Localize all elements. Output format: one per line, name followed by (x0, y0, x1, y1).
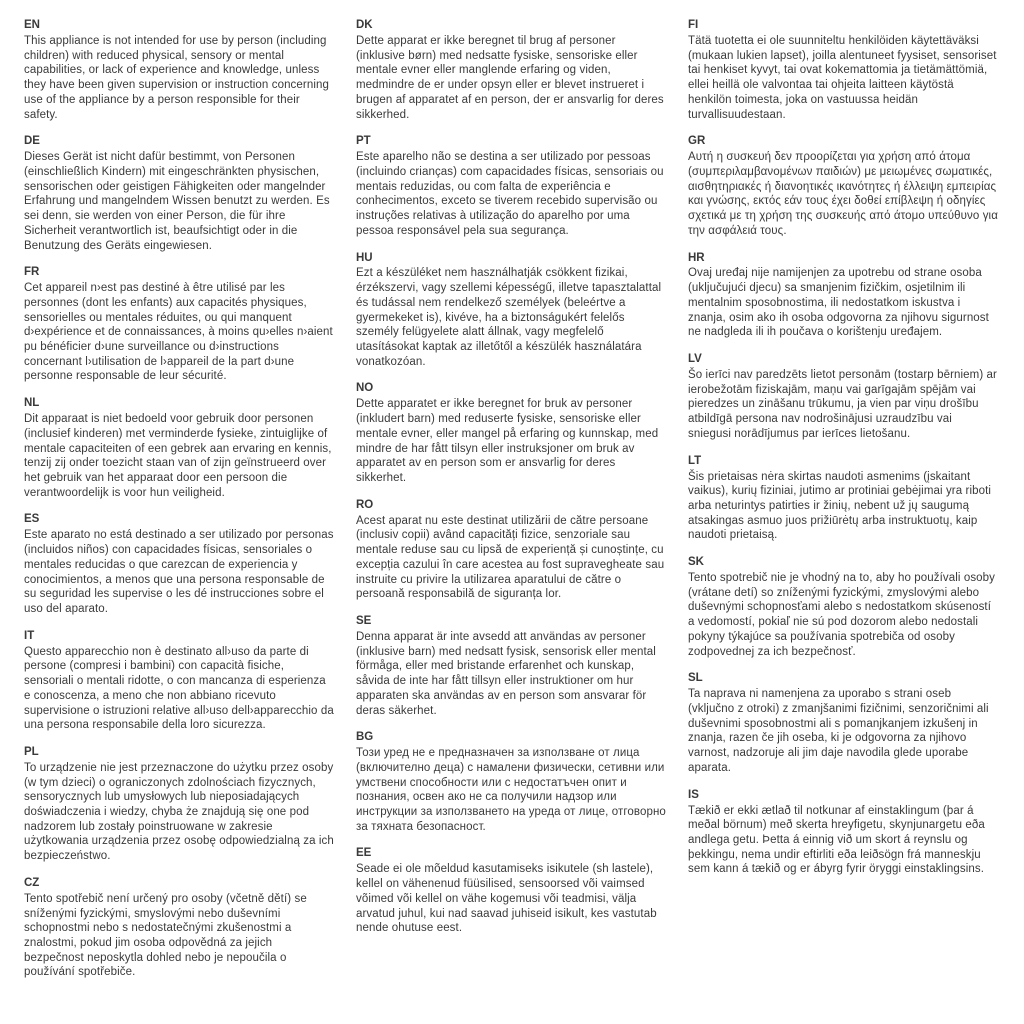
language-section-sl (688, 671, 998, 775)
language-text-pt: Este aparelho não se destina a ser utilizado por pessoas (incluindo crianças) com capacidades físicas, sensoriais ou mentais reduzidas, ou com falta de experiência e conhecimentos, exceto se tiverem recebido supervisão ou instruções relativas à utilização do aparelho por uma pessoa responsável pela sua segurança. (356, 151, 664, 237)
language-code-lt: LT (688, 454, 702, 467)
language-section-fr (24, 265, 334, 384)
language-section-ro (356, 498, 666, 602)
language-section-pt (356, 134, 666, 238)
language-code-bg: BG (356, 731, 374, 744)
language-code-en: EN (24, 19, 40, 31)
language-code-dk: DK (356, 19, 373, 31)
language-code-se: SE (356, 614, 372, 627)
language-text-de: Dieses Gerät ist nicht dafür bestimmt, von Personen (einschließlich Kindern) mit eingeschränkten physischen, sensorischen oder geistigen Fähigkeiten oder mangelnder Erfahrung und mangelndem Wissen benutzt zu werden. Es sei denn, sie werden von einer Person, die für ihre Sicherheit verantwortlich ist, beaufsichtigt oder in die Benutzung des Geräts eingewiesen. (24, 151, 330, 252)
language-code-pl: PL (24, 745, 39, 758)
language-section-cz (24, 876, 334, 980)
language-code-hr: HR (688, 251, 705, 264)
language-text-no: Dette apparatet er ikke beregnet for bruk av personer (inkludert barn) med reduserte fysiske, sensoriske eller mentale evner, eller mangel på erfaring og kunnskap, med mindre de har fått tilsyn eller instruksjoner om bruk av apparatet av en person som er ansvarlig for deres sikkerhet. (356, 398, 659, 484)
language-code-cz: CZ (24, 876, 40, 889)
language-code-sl: SL (688, 672, 703, 685)
language-section-no (356, 381, 666, 485)
language-section-sk (688, 555, 998, 659)
column-middle (356, 18, 666, 1014)
language-section-is (688, 788, 998, 878)
language-text-sl: Ta naprava ni namenjena za uporabo s strani oseb (vključno z otroki) z zmanjšanimi fizičnimi, senzoričnimi ali duševnimi sposobnostmi ali s pomanjkanjem izkušenj in znanja, razen če jih oseba, ki je odgovorna za njihovo varnost, nadzoruje ali jim daje navodila glede uporabe aparata. (688, 688, 989, 774)
language-text-cz: Tento spotřebič není určený pro osoby (včetně dětí) se sníženými fyzickými, smyslovými nebo duševními schopnostmi nebo s nedostatečnými zkušenostmi a znalostmi, pokud jim osoba odpovědná za jejich bezpečnost neposkytla dohled nebo je nepoučila o používání spotřebiče. (24, 892, 307, 979)
language-section-lv (688, 352, 998, 442)
language-section-pl (24, 745, 334, 864)
language-code-gr: GR (688, 135, 706, 148)
language-text-nl: Dit apparaat is niet bedoeld voor gebruik door personen (inclusief kinderen) met verminderde fysieke, zintuiglijke of mentale capaciteiten of een gebrek aan ervaring en kennis, tenzij zij onder toezicht staan van of zijn geïnstrueerd over het gebruik van het apparaat door een persoon die verantwoordelijk is voor hun veiligheid. (24, 413, 332, 499)
language-code-ro: RO (356, 498, 374, 511)
language-text-ro: Acest aparat nu este destinat utilizării de către persoane (inclusiv copii) având capacități fizice, senzoriale sau mentale reduse sau cu lipsă de experiență și cunoștințe, cu excepția cazului în care acestea au fost supravegheate sau instruite cu privire la utilizarea aparatului de către o persoană responsabilă de siguranța lor. (356, 514, 665, 601)
language-text-gr: Αυτή η συσκευή δεν προορίζεται για χρήση από άτομα (συμπεριλαμβανομένων παιδιών) με μειωμένες σωματικές, αισθητηριακές ή διανοητικές ικανότητες ή έλλειψη εμπειρίας και γνώσης, εκτός εάν τους έχει δοθεί επίβλεψη ή οδηγίες σχετικά με τη χρήση της συσκευής από άτομο υπεύθυνο για την ασφάλειά τους. (688, 151, 998, 237)
language-section-hr (688, 251, 998, 341)
language-text-se: Denna apparat är inte avsedd att användas av personer (inklusive barn) med nedsatt fysisk, sensorisk eller mental förmåga, eller med bristande erfarenhet och kunskap, såvida de inte har fått tillsyn eller instruktioner om hur apparaten ska användas av en person som ansvarar för deras säkerhet. (356, 630, 656, 717)
language-text-bg: Този уред не е предназначен за използване от лица (включително деца) с намалени физически, сетивни или умствени способности или с недостатъчен опит и познания, освен ако не са получили надзор или инструкции за използването на уреда от лице, отговорно за тяхната безопасност. (356, 747, 666, 833)
language-text-hu: Ezt a készüléket nem használhatják csökkent fizikai, érzékszervi, vagy szellemi képességű, illetve tapasztalattal és tudással nem rendelkező személyek (beleértve a gyermekeket is), kivéve, ha a biztonságukért felelős személy felügyelete alatt állnak, vagy megfelelő utasításokat kaptak az illetőtől a készülék használatára vonatkozóan. (356, 267, 662, 368)
language-text-is: Tækið er ekki ætlað til notkunar af einstaklingum (þar á meðal börnum) með skerta hreyfigetu, skynjunargetu eða andlega getu. Þetta á einnig við um skort á reynslu og þekkingu, nema undir eftirliti eða leiðsögn frá manneskju sem kann á tækið og er ábyrg fyrir öryggi einstaklingsins. (688, 804, 985, 876)
language-text-lt: Šis prietaisas nėra skirtas naudoti asmenims (įskaitant vaikus), kurių fiziniai, jutimo ar protiniai gebėjimai yra riboti arba neturintys patirties ir žinių, nebent už jų saugumą atsakingas asmuo juos prižiūrėtų arba instruktuotų, kaip naudoti prietaisą. (688, 470, 992, 542)
language-code-pt: PT (356, 135, 371, 148)
language-section-de (24, 134, 334, 253)
language-text-fr: Cet appareil n›est pas destiné à être utilisé par les personnes (dont les enfants) aux capacités physiques, sensorielles ou mentales réduites, ou qui manquent d›expérience et de connaissances, à moins qu›elles n›aient pu bénéficier d›une surveillance ou d›instructions concernant l›utilisation de l›appareil de la part d›une personne responsable de leur sécurité. (24, 282, 333, 383)
language-text-hr: Ovaj uređaj nije namijenjen za upotrebu od strane osoba (uključujući djecu) sa smanjenim fizičkim, osjetilnim ili mentalnim sposobnostima, ili nedostatkom iskustva i znanja, osim ako ih osoba odgovorna za njihovu sigurnost ne nadgleda ili ih poučava o korištenju uređajem. (688, 267, 989, 339)
language-section-lt (688, 454, 998, 544)
language-text-ee: Seade ei ole mõeldud kasutamiseks isikutele (sh lastele), kellel on vähenenud füüsilised, sensoorsed või vaimsed võimed või kellel on vähe kogemusi või teadmisi, välja arvatud juhul, kui nad saavad juhiseid isikult, kes vastutab nende ohutuse eest. (356, 863, 657, 935)
language-section-nl (24, 396, 334, 500)
language-code-it: IT (24, 629, 35, 642)
language-code-fr: FR (24, 266, 40, 279)
language-code-no: NO (356, 382, 374, 395)
language-text-dk: Dette apparat er ikke beregnet til brug af personer (inklusive børn) med nedsatte fysiske, sensoriske eller mentale evner eller manglende erfaring og viden, medmindre de er under opsyn eller er blevet instrueret i brugen af apparatet af en person, der er ansvarlig for deres sikkerhed. (356, 34, 664, 121)
language-code-de: DE (24, 135, 40, 148)
language-section-hu (356, 251, 666, 370)
language-text-sk: Tento spotrebič nie je vhodný na to, aby ho používali osoby (vrátane detí) so zníženými fyzickými, zmyslovými alebo duševnými schopnosťami alebo s nedostatkom skúseností a vedomostí, pokiaľ nie sú pod dozorom alebo nedostali pokyny týkajúce sa používania spotrebiča od osoby zodpovednej za ich bezpečnosť. (688, 572, 996, 658)
language-text-pl: To urządzenie nie jest przeznaczone do użytku przez osoby (w tym dzieci) o ograniczonych zdolnościach fizycznych, sensorycznych lub umysłowych lub nieposiadających doświadczenia i wiedzy, chyba że znajdują się one pod nadzorem lub zostały poinstruowane w zakresie użytkowania urządzenia przez osobę odpowiedzialną za ich bezpieczeństwo. (24, 761, 334, 863)
language-code-ee: EE (356, 847, 372, 860)
language-section-en (24, 18, 334, 122)
language-text-it: Questo apparecchio non è destinato all›uso da parte di persone (compresi i bambini) con capacità fisiche, sensoriali o mentali ridotte, o con mancanza di esperienza e conoscenza, a meno che non abbiano ricevuto supervisione o istruzioni relative all›uso dell›apparecchio da una persona responsabile della loro sicurezza. (24, 645, 334, 732)
language-section-es (24, 512, 334, 616)
language-section-it (24, 629, 334, 733)
language-section-bg (356, 730, 666, 834)
language-code-nl: NL (24, 397, 40, 410)
language-code-es: ES (24, 513, 40, 526)
language-section-dk (356, 18, 666, 122)
language-section-fi (688, 18, 998, 122)
language-text-fi: Tätä tuotetta ei ole suunniteltu henkilöiden käytettäväksi (mukaan lukien lapset), joilla alentuneet fyysiset, sensoriset tai henkiset kyvyt, tai ovat kokemattomia ja tietämättömiä, ellei heillä ole valvontaa tai ohjeita laitteen käytöstä henkilön toimesta, joka on vastuussa heidän turvallisuudestaan. (688, 34, 997, 121)
column-left (24, 18, 334, 1014)
language-section-gr (688, 134, 998, 238)
language-code-hu: HU (356, 251, 373, 264)
language-code-lv: LV (688, 353, 702, 366)
language-section-se (356, 614, 666, 718)
language-section-ee (356, 846, 666, 936)
language-code-sk: SK (688, 556, 704, 569)
column-right (688, 18, 998, 1014)
language-code-is: IS (688, 788, 699, 801)
language-text-en: This appliance is not intended for use by person (including children) with reduced physical, sensory or mental capabilities, or lack of experience and knowledge, unless they have been given supervision or instruction concerning use of the appliance by a person responsible for their safety. (24, 34, 329, 121)
language-code-fi: FI (688, 19, 699, 31)
language-text-es: Este aparato no está destinado a ser utilizado por personas (incluidos niños) con capacidades físicas, sensoriales o mentales reducidas o que carezcan de experiencia y conocimientos, a menos que una persona responsable de su seguridad les supervise o les dé instrucciones sobre el uso del aparato. (24, 529, 334, 615)
language-text-lv: Šo ierīci nav paredzēts lietot personām (tostarp bērniem) ar ierobežotām fiziskajām, maņu vai garīgajām spējām vai pieredzes un zināšanu trūkumu, ja vien par viņu drošību atbildīgā persona nav nodrošinājusi uzraudzību vai sniegusi norādījumus par ierīces lietošanu. (688, 368, 997, 440)
